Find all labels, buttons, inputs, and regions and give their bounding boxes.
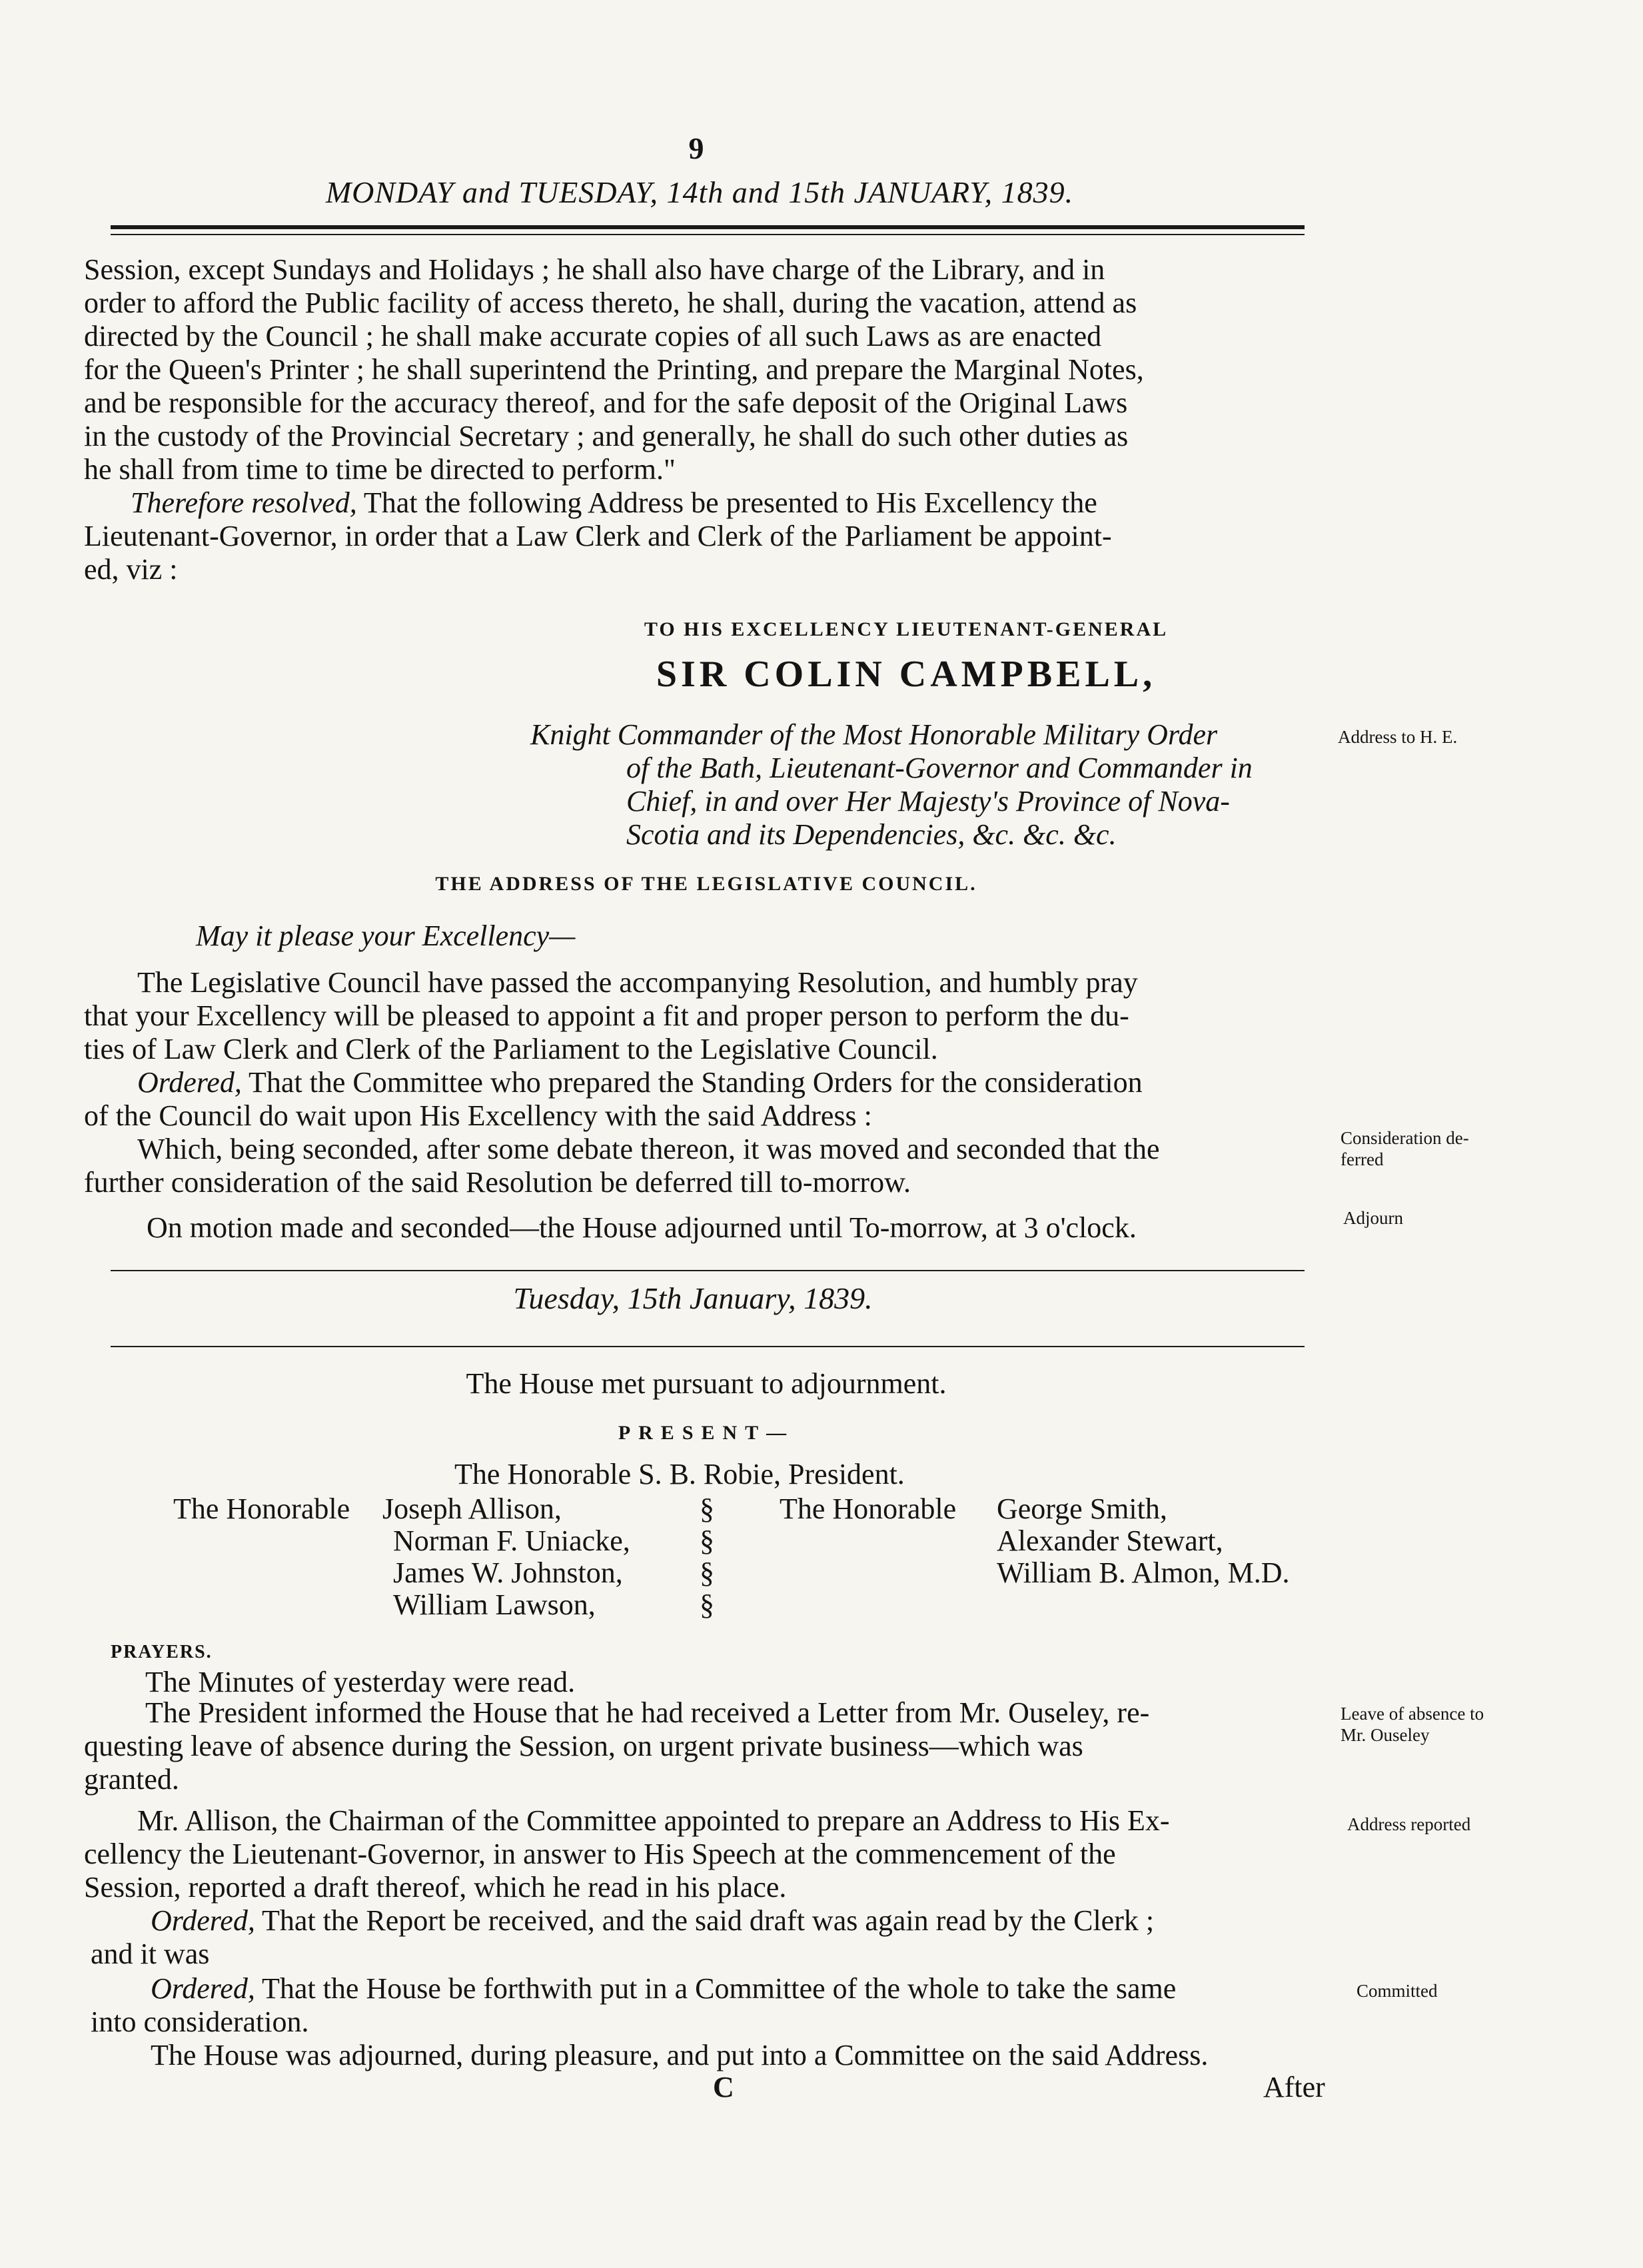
margin-note-address: Address to H. E.	[1338, 727, 1458, 747]
margin-note-consideration: Consideration de-	[1341, 1128, 1469, 1148]
adjourn-line: On motion made and seconded—the House adjourned until To-morrow, at 3 o'clock.	[147, 1211, 1137, 1244]
paragraph-line: ed, viz :	[84, 553, 178, 586]
paragraph-line: questing leave of absence during the Session, on urgent private business—which was	[84, 1730, 1083, 1762]
address-titles: Knight Commander of the Most Honorable Military Order	[530, 718, 1218, 751]
section-rule	[111, 1346, 1305, 1347]
attendance-left-prefix: The Honorable	[173, 1492, 350, 1525]
paragraph-line: for the Queen's Printer ; he shall superintend the Printing, and prepare the Marginal Notes,	[84, 353, 1144, 386]
member-name: George Smith,	[997, 1492, 1167, 1525]
met-line: The House met pursuant to adjournment.	[466, 1367, 947, 1400]
page-number: 9	[688, 131, 704, 165]
paragraph-line: further consideration of the said Resolution be deferred till to-morrow.	[84, 1166, 911, 1199]
section-mark: §	[700, 1588, 714, 1621]
margin-note-reported: Address reported	[1347, 1814, 1471, 1834]
paragraph-line: granted.	[84, 1763, 179, 1796]
paragraph-line: that your Excellency will be pleased to appoint a fit and proper person to perform the du-	[84, 999, 1129, 1032]
ordered-line-1	[151, 1904, 1154, 1938]
member-name: William Lawson,	[393, 1588, 596, 1621]
margin-note-leave: Leave of absence to	[1341, 1704, 1484, 1724]
ordered-line-1	[137, 1066, 1143, 1099]
resolved-lead: Therefore resolved,	[131, 486, 357, 519]
paragraph-line: Which, being seconded, after some debate thereon, it was moved and seconded that the	[137, 1133, 1160, 1165]
address-from: THE ADDRESS OF THE LEGISLATIVE COUNCIL.	[435, 873, 977, 895]
margin-note-leave: Mr. Ouseley	[1341, 1725, 1430, 1745]
running-title: MONDAY and TUESDAY, 14th and 15th JANUARY, 1839.	[325, 175, 1074, 209]
paragraph-line: into consideration.	[91, 2005, 309, 2038]
catchword: After	[1263, 2071, 1325, 2103]
header-rule-thick	[111, 225, 1305, 229]
paragraph-line: Session, reported a draft thereof, which he read in his place.	[84, 1871, 787, 1904]
paragraph-line: ties of Law Clerk and Clerk of the Parliament to the Legislative Council.	[84, 1033, 938, 1065]
resolved-text: That the following Address be presented to His Excellency the	[356, 486, 1097, 519]
ordered-text: That the Report be received, and the said draft was again read by the Clerk ;	[255, 1904, 1155, 1937]
paragraph-line: order to afford the Public facility of access thereto, he shall, during the vacation, attend as	[84, 286, 1137, 319]
member-name: James W. Johnston,	[393, 1556, 623, 1589]
section-mark: §	[700, 1492, 714, 1525]
paragraph-line: Session, except Sundays and Holidays ; he shall also have charge of the Library, and in	[84, 253, 1105, 286]
margin-note-committed: Committed	[1357, 1981, 1438, 2001]
final-line: The House was adjourned, during pleasure, and put into a Committee on the said Address.	[151, 2039, 1209, 2071]
ordered-text: That the Committee who prepared the Standing Orders for the consideration	[241, 1066, 1143, 1099]
paragraph-line: Lieutenant-Governor, in order that a Law Clerk and Clerk of the Parliament be appoint-	[84, 520, 1112, 552]
member-name: William B. Almon, M.D.	[997, 1556, 1290, 1589]
paragraph-line: directed by the Council ; he shall make accurate copies of all such Laws as are enacted	[84, 320, 1102, 352]
margin-note-adjourn: Adjourn	[1343, 1208, 1403, 1228]
ordered-text: That the House be forthwith put in a Committee of the whole to take the same	[255, 1972, 1177, 2005]
ordered-lead: Ordered,	[151, 1904, 255, 1937]
paragraph-line: The Legislative Council have passed the accompanying Resolution, and humbly pray	[137, 966, 1138, 999]
header-rule-thin	[111, 234, 1305, 235]
address-titles: Scotia and its Dependencies, &c. &c. &c.	[626, 818, 1117, 851]
minutes-line: The Minutes of yesterday were read.	[145, 1666, 576, 1698]
member-name: Norman F. Uniacke,	[393, 1524, 630, 1557]
paragraph-line: in the custody of the Provincial Secretary ; and generally, he shall do such other duties as	[84, 420, 1129, 452]
member-name: Alexander Stewart,	[997, 1524, 1223, 1557]
ordered-line-1	[151, 1972, 1176, 2005]
address-titles: of the Bath, Lieutenant-Governor and Commander in	[626, 752, 1253, 784]
salutation: May it please your Excellency—	[196, 919, 576, 952]
paragraph-line: cellency the Lieutenant-Governor, in answer to His Speech at the commencement of the	[84, 1838, 1116, 1870]
present-label: PRESENT—	[618, 1422, 795, 1444]
prayers-label: PRAYERS.	[111, 1642, 213, 1662]
section-rule	[111, 1270, 1305, 1271]
member-name: Joseph Allison,	[382, 1492, 562, 1525]
section-mark: §	[700, 1524, 714, 1557]
ordered-lead: Ordered,	[151, 1972, 255, 2005]
paragraph-line: he shall from time to time be directed to perform."	[84, 453, 676, 486]
paragraph-line: and be responsible for the accuracy thereof, and for the safe deposit of the Original Laws	[84, 386, 1128, 419]
paragraph-line: and it was	[91, 1938, 210, 1970]
section-mark: §	[700, 1556, 714, 1589]
president-line: The Honorable S. B. Robie, President.	[454, 1458, 905, 1490]
address-name: SIR COLIN CAMPBELL,	[656, 654, 1157, 695]
address-titles: Chief, in and over Her Majesty's Province of Nova-	[626, 785, 1230, 818]
signature-mark: C	[713, 2071, 734, 2103]
resolved-line-1	[131, 486, 1097, 520]
attendance-right-prefix: The Honorable	[780, 1492, 957, 1525]
ordered-lead: Ordered,	[137, 1066, 242, 1099]
margin-note-consideration: ferred	[1341, 1149, 1384, 1169]
paragraph-line: Mr. Allison, the Chairman of the Committee appointed to prepare an Address to His Ex-	[137, 1804, 1170, 1837]
address-to: TO HIS EXCELLENCY LIEUTENANT-GENERAL	[644, 618, 1169, 640]
day-heading: Tuesday, 15th January, 1839.	[513, 1281, 873, 1315]
paragraph-line: The President informed the House that he had received a Letter from Mr. Ouseley, re-	[145, 1696, 1150, 1729]
paragraph-line: of the Council do wait upon His Excellency with the said Address :	[84, 1099, 872, 1132]
